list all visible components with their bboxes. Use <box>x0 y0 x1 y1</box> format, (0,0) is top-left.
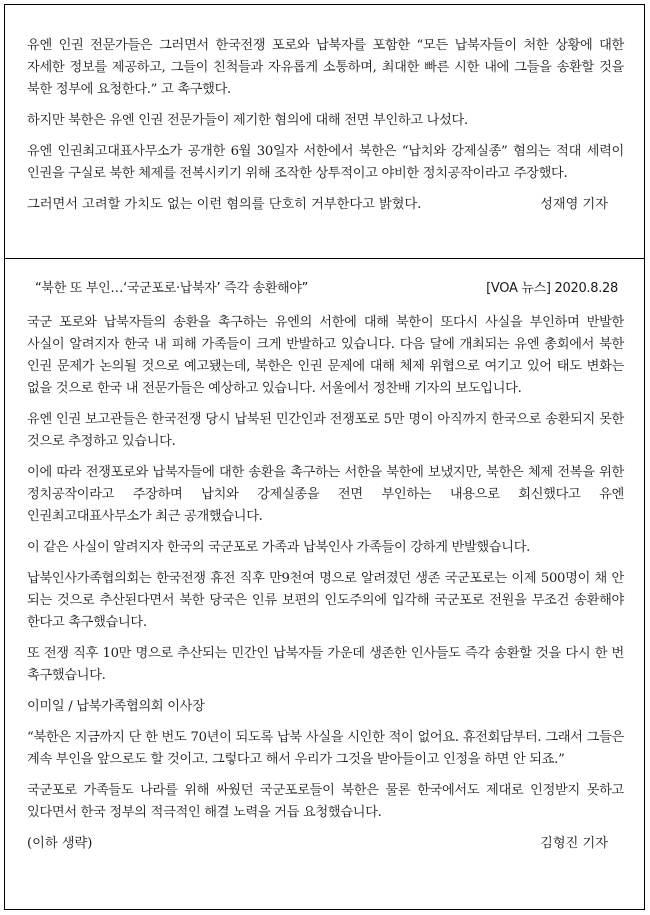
news-source-date: [VOA 뉴스] 2020.8.28 <box>486 281 618 296</box>
interviewee-caption: 이미일 / 납북가족협의회 이사장 <box>27 699 205 714</box>
article-paragraph: 유엔 인권 보고관들은 한국전쟁 당시 납북된 민간인과 전쟁포로 5만 명이 아직까지 한국으로 송환되지 못한 것으로 추정하고 있습니다. <box>27 412 624 449</box>
article-paragraph: 이 같은 사실이 알려지자 한국의 국군포로 가족과 납북인사 가족들이 강하게 반발했습니다. <box>27 540 531 555</box>
article-paragraph: 국군 포로와 납북자들의 송환을 촉구하는 유엔의 서한에 대해 북한이 또다시 사실을 부인하며 반발한 사실이 알려지자 한국 내 피해 가족들이 크게 반발하고 있습니다. 다음 달에 개최되는 유엔 총회에서 북한 인권 문제가 논의될 것으로 예고됐는데, 북한은 인권 문제에 대해 체제 위협으로 여기고 있어 태도 변화는 없을 것으로 한국 내 전문가들은 예상하고 있습니다. 서울에서 정찬배 기자의 보도입니다. <box>27 315 624 396</box>
article-closing: (이하 생략) <box>27 836 93 851</box>
article-paragraph: 하지만 북한은 유엔 인권 전문가들이 제기한 혐의에 대해 전면 부인하고 나섰다. <box>27 113 468 128</box>
reporter-byline: 김형진 기자 <box>540 836 608 851</box>
article-paragraph: 이에 따라 전쟁포로와 납북자들에 대한 송환을 촉구하는 서한을 북한에 보냈지만, 북한은 체제 전복을 위한 정치공작이라고 주장하며 납치와 강제실종을 전면 부인하는 내용으로 회신했다고 유엔 인권최고대표사무소가 최근 공개했습니다. <box>27 465 624 524</box>
document-page <box>4 4 645 910</box>
article-headline: “북한 또 부인…‘국군포로·납북자’ 즉각 송환해야” <box>35 281 309 296</box>
article-paragraph: 국군포로 가족들도 나라를 위해 싸웠던 국군포로들이 북한은 물론 한국에서도 제대로 인정받지 못하고 있다면서 한국 정부의 적극적인 해결 노력을 거듭 요청했습니다. <box>27 783 624 820</box>
article-paragraph: 납북인사가족협의회는 한국전쟁 휴전 직후 만9천여 명으로 알려졌던 생존 국군포로는 이제 500명이 채 안 되는 것으로 추산된다면서 북한 당국은 인류 보편의 인도주의에 입각해 국군포로 전원을 무조건 송환해야 한다고 촉구했습니다. <box>27 571 624 630</box>
article-closing-row <box>27 194 624 216</box>
article-closing-row <box>27 833 624 855</box>
article-header <box>27 278 624 300</box>
article-paragraph: 유엔 인권최고대표사무소가 공개한 6월 30일자 서한에서 북한은 “납치와 강제실종” 혐의는 적대 세력이 인권을 구실로 북한 체제를 전복시키기 위해 조작한 상투적이고 야비한 정치공작이라고 주장했다. <box>27 144 624 181</box>
article-paragraph: 유엔 인권 전문가들은 그러면서 한국전쟁 포로와 납북자를 포함한 “모든 납북자들이 처한 상황에 대한 자세한 정보를 제공하고, 그들이 친척들과 자유롭게 소통하며, 최대한 빠른 시한 내에 그들을 송환할 것을 북한 정부에 요청한다.” 고 촉구했다. <box>27 38 624 97</box>
reporter-byline: 성재영 기자 <box>540 197 608 212</box>
section-divider <box>5 258 644 259</box>
news-article <box>27 278 624 855</box>
article-paragraph: 또 전쟁 직후 10만 명으로 추산되는 민간인 납북자들 가운데 생존한 인사들도 즉각 송환할 것을 다시 한 번 촉구했습니다. <box>27 646 624 683</box>
interview-quote: “북한은 지금까지 단 한 번도 70년이 되도록 납북 사실을 시인한 적이 없어요. 휴전회담부터. 그래서 그들은 계속 부인을 앞으로도 할 것이고. 그렇다고 해서 우리가 그것을 받아들이고 인정을 하면 안 되죠.” <box>27 730 624 767</box>
article-continuation <box>27 35 624 216</box>
article-closing: 그러면서 고려할 가치도 없는 이런 혐의를 단호히 거부한다고 밝혔다. <box>27 197 422 212</box>
